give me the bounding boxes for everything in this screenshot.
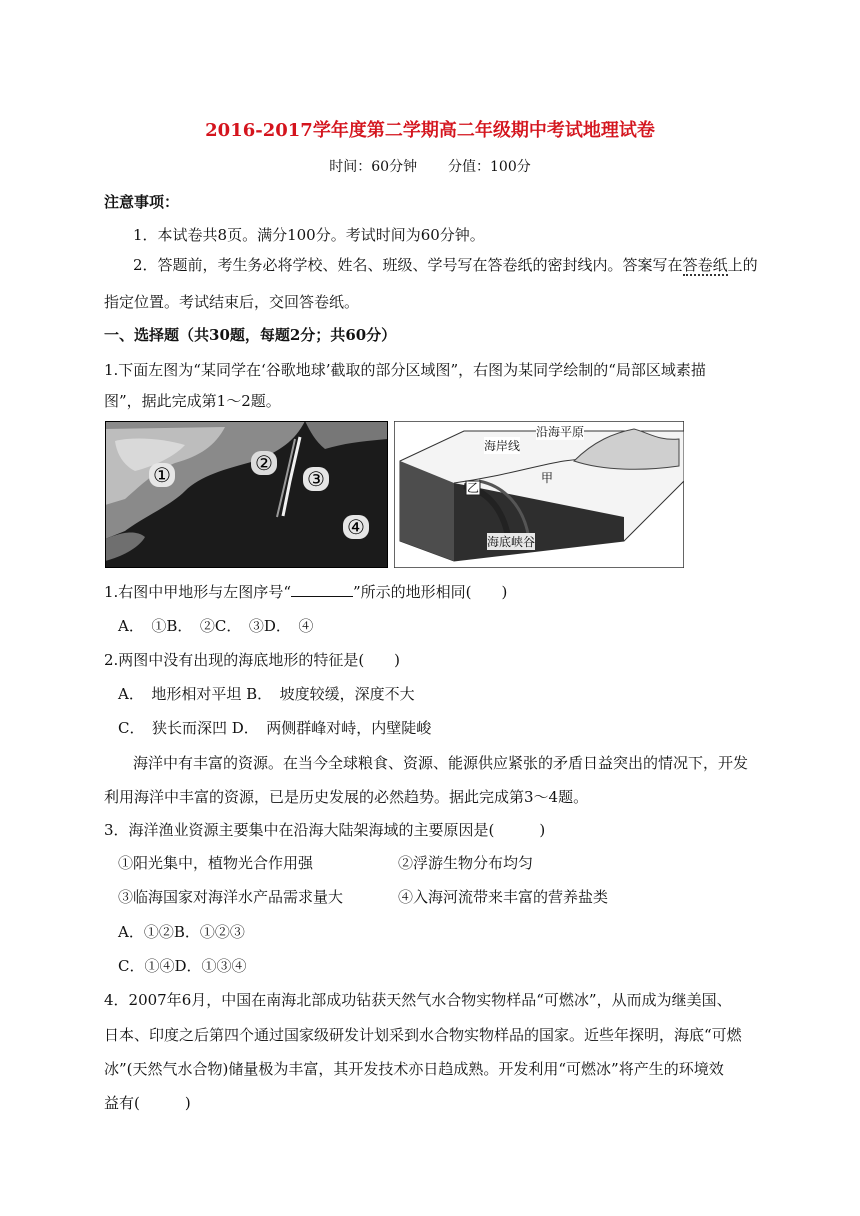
question-1-stem-end: ”所示的地形相同( ) (352, 583, 508, 601)
label-yi: 乙 (467, 481, 480, 495)
coastal-sketch-figure (394, 421, 684, 568)
notice-item-1: 1．本试卷共8页。满分100分。考试时间为60分钟。 (133, 226, 485, 244)
map-label-1: ① (149, 463, 175, 487)
map-label-4: ④ (343, 515, 369, 539)
score-label: 分值：100分 (448, 159, 531, 175)
notice-item-2-cont: 指定位置。考试结束后，交回答卷纸。 (104, 293, 360, 311)
coastal-sketch-graphic (394, 421, 684, 568)
answer-blank[interactable] (291, 582, 353, 597)
passage-line-1: 海洋中有丰富的资源。在当今全球粮食、资源、能源供应紧张的矛盾日益突出的情况下，开发 (133, 754, 749, 772)
question-3: 3．海洋渔业资源主要集中在沿海大陆架海域的主要原因是( ) (104, 821, 546, 839)
label-canyon: 海底峡谷 (487, 535, 536, 549)
notice-item-2-emphasis: 答卷纸 (682, 256, 728, 274)
satellite-map-graphic (105, 421, 388, 568)
notice-item-2-end: 上的 (727, 256, 758, 274)
satellite-map-figure (105, 421, 388, 568)
label-jia: 甲 (541, 471, 554, 485)
notice-item-2 (133, 255, 758, 275)
label-coastal-plain: 沿海平原 (536, 425, 585, 439)
question-3-opt-2: ②浮游生物分布均匀 (398, 854, 534, 872)
question-4-line-3: 冰”(天然气水合物)储量极为丰富，其开发技术亦日趋成熟。开发利用“可燃冰”将产生的环境效 (104, 1060, 724, 1078)
question-3-opt-1: ①阳光集中，植物光合作用强 (118, 854, 314, 872)
question-4-line-1: 4．2007年6月，中国在南海北部成功钻获天然气水合物实物样品“可燃冰”，从而成为继美国、 (104, 991, 732, 1009)
page-title: 2016-2017学年度第二学期高二年级期中考试地理试卷 (205, 120, 655, 141)
question-2-options-b: C． 狭长而深凹 D． 两侧群峰对峙，内壁陡峻 (118, 719, 432, 737)
label-coastline: 海岸线 (484, 439, 521, 453)
question-2: 2.两图中没有出现的海底地形的特征是( ) (104, 651, 401, 669)
exam-meta (0, 156, 860, 176)
question-2-options-a: A． 地形相对平坦 B． 坡度较缓，深度不大 (118, 685, 415, 703)
section-heading: 一、选择题（共30题，每题2分；共60分） (104, 326, 397, 344)
time-label: 时间：60分钟 (329, 159, 418, 175)
question-1 (104, 582, 507, 602)
intro-line-1: 1.下面左图为“某同学在‘谷歌地球’截取的部分区域图”，右图为某同学绘制的“局部区域素描 (104, 361, 706, 379)
question-1-options: A． ①B． ②C． ③D． ④ (118, 617, 314, 635)
question-4-line-4: 益有( ) (104, 1094, 191, 1112)
intro-line-2: 图”，据此完成第1～2题。 (104, 392, 281, 410)
notice-item-2-text: 2．答题前，考生务必将学校、姓名、班级、学号写在答卷纸的密封线内。答案写在 (133, 256, 683, 274)
notice-heading: 注意事项： (104, 193, 180, 211)
question-3-answers-a: A．①②B．①②③ (118, 923, 245, 941)
map-label-3: ③ (303, 467, 329, 491)
map-label-2: ② (251, 451, 277, 475)
question-1-stem: 1.右图中甲地形与左图序号“ (104, 583, 291, 601)
question-3-answers-b: C．①④D．①③④ (118, 957, 247, 975)
question-3-opt-4: ④入海河流带来丰富的营养盐类 (398, 888, 609, 906)
question-3-opt-3: ③临海国家对海洋水产品需求量大 (118, 888, 344, 906)
passage-line-2: 利用海洋中丰富的资源，已是历史发展的必然趋势。据此完成第3～4题。 (104, 788, 589, 806)
question-4-line-2: 日本、印度之后第四个通过国家级研发计划采到水合物实物样品的国家。近些年探明，海底“可燃 (104, 1026, 742, 1044)
